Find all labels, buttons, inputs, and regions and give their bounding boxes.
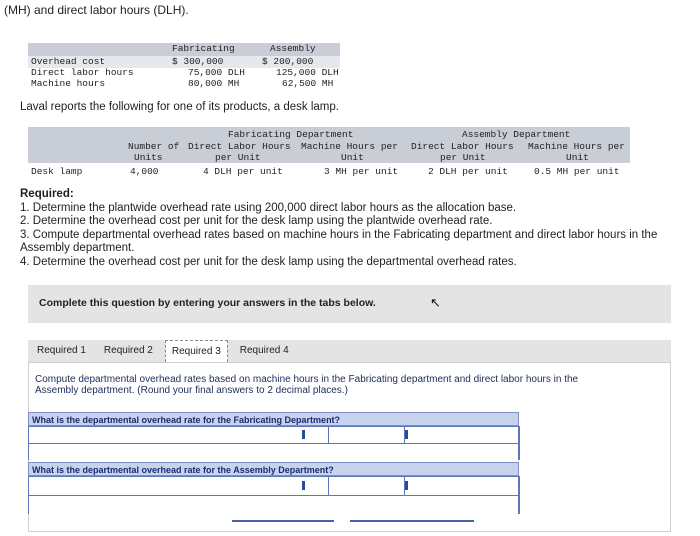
asm-dept-heading: Assembly Department <box>462 129 571 140</box>
overhead-row-fabricating: $ 300,000 <box>172 56 224 67</box>
fabricating-mid-input[interactable] <box>329 427 405 444</box>
required-item-3-cont: Assembly department. <box>20 242 135 254</box>
assembly-dropdown-marker-1 <box>302 481 305 490</box>
dlh-row-label: Direct labor hours <box>31 67 134 78</box>
required-item-1: 1. Determine the plantwide overhead rate using 200,000 direct labor hours as the allocation base. <box>20 201 517 214</box>
fab-dlh-heading-2: per Unit <box>215 152 261 163</box>
product-intro: Laval reports the following for one of its products, a desk lamp. <box>20 101 339 113</box>
fabricating-numerator-input[interactable] <box>29 427 329 444</box>
assembly-mid-input[interactable] <box>329 477 405 496</box>
fabricating-dropdown-marker-1 <box>302 430 305 439</box>
assembly-answer-grid <box>28 476 520 514</box>
fab-mh-heading-1: Machine Hours per <box>301 141 398 152</box>
tab-required-4[interactable]: Required 4 <box>234 340 295 362</box>
mh-row-label: Machine hours <box>31 78 106 89</box>
tab-bar <box>31 340 295 362</box>
required-item-4: 4. Determine the overhead cost per unit for the desk lamp using the departmental overhead rates. <box>20 255 517 268</box>
task-line-1: Compute departmental overhead rates based on machine hours in the Fabricating department and direct labor hours in the <box>35 374 579 385</box>
asm-mh-heading-2: Unit <box>566 152 589 163</box>
desk-lamp-asm-mh: 0.5 MH per unit <box>534 166 620 177</box>
units-heading-2: Units <box>134 152 163 163</box>
assembly-rate-input[interactable] <box>29 496 519 514</box>
assembly-unit-input[interactable] <box>405 477 519 496</box>
dlh-row-fabricating: 75,000 DLH <box>188 67 246 78</box>
asm-dlh-heading-1: Direct Labor Hours <box>411 141 514 152</box>
fabricating-unit-input[interactable] <box>405 427 519 444</box>
asm-mh-heading-1: Machine Hours per <box>528 141 625 152</box>
desk-lamp-asm-dlh: 2 DLH per unit <box>428 166 508 177</box>
required-item-3: 3. Compute departmental overhead rates based on machine hours in the Fabricating department and direct labor hours in the <box>20 228 658 241</box>
fabricating-rate-input[interactable] <box>29 444 519 460</box>
tab-required-2[interactable]: Required 2 <box>98 340 159 362</box>
assembly-dropdown-marker-2 <box>405 481 408 490</box>
fab-mh-heading-2: Unit <box>341 152 364 163</box>
fabricating-dropdown-marker-2 <box>405 430 408 439</box>
asm-dlh-heading-2: per Unit <box>440 152 486 163</box>
required-item-2: 2. Determine the overhead cost per unit for the desk lamp using the plantwide overhead rate. <box>20 215 493 227</box>
instruction-text: Complete this question by entering your answers in the tabs below. <box>39 297 376 309</box>
overhead-row-assembly: $ 200,000 <box>262 56 314 67</box>
overhead-col-fabricating: Fabricating <box>172 43 235 54</box>
tab-required-3[interactable]: Required 3 <box>165 340 228 362</box>
mh-row-assembly: 62,500 MH <box>282 78 334 89</box>
assembly-numerator-input[interactable] <box>29 477 329 496</box>
overhead-row-label: Overhead cost <box>31 56 106 67</box>
fab-dlh-heading-1: Direct Labor Hours <box>188 141 291 152</box>
desk-lamp-fab-mh: 3 MH per unit <box>324 166 399 177</box>
fabricating-question-label: What is the departmental overhead rate for the Fabricating Department? <box>28 412 519 426</box>
task-line-2: Assembly department. (Round your final answers to 2 decimal places.) <box>35 385 348 396</box>
desk-lamp-units: 4,000 <box>130 166 159 177</box>
bottom-underline-1 <box>232 520 334 522</box>
intro-text: (MH) and direct labor hours (DLH). <box>4 3 189 17</box>
fab-dept-heading: Fabricating Department <box>228 129 354 140</box>
required-heading: Required: <box>20 188 74 200</box>
instruction-banner <box>28 285 671 323</box>
required-section <box>20 188 695 269</box>
overhead-col-assembly: Assembly <box>270 43 316 54</box>
mh-row-fabricating: 80,000 MH <box>188 78 240 89</box>
assembly-question-label: What is the departmental overhead rate for the Assembly Department? <box>28 462 519 476</box>
desk-lamp-fab-dlh: 4 DLH per unit <box>203 166 283 177</box>
desk-lamp-label: Desk lamp <box>31 166 83 177</box>
units-heading-1: Number of <box>128 141 180 152</box>
dlh-row-assembly: 125,000 DLH <box>276 67 339 78</box>
tab-required-1[interactable]: Required 1 <box>31 340 92 362</box>
fabricating-answer-grid <box>28 426 520 460</box>
bottom-underline-2 <box>350 520 474 522</box>
cursor-pointer-icon: ↖ <box>430 295 441 310</box>
